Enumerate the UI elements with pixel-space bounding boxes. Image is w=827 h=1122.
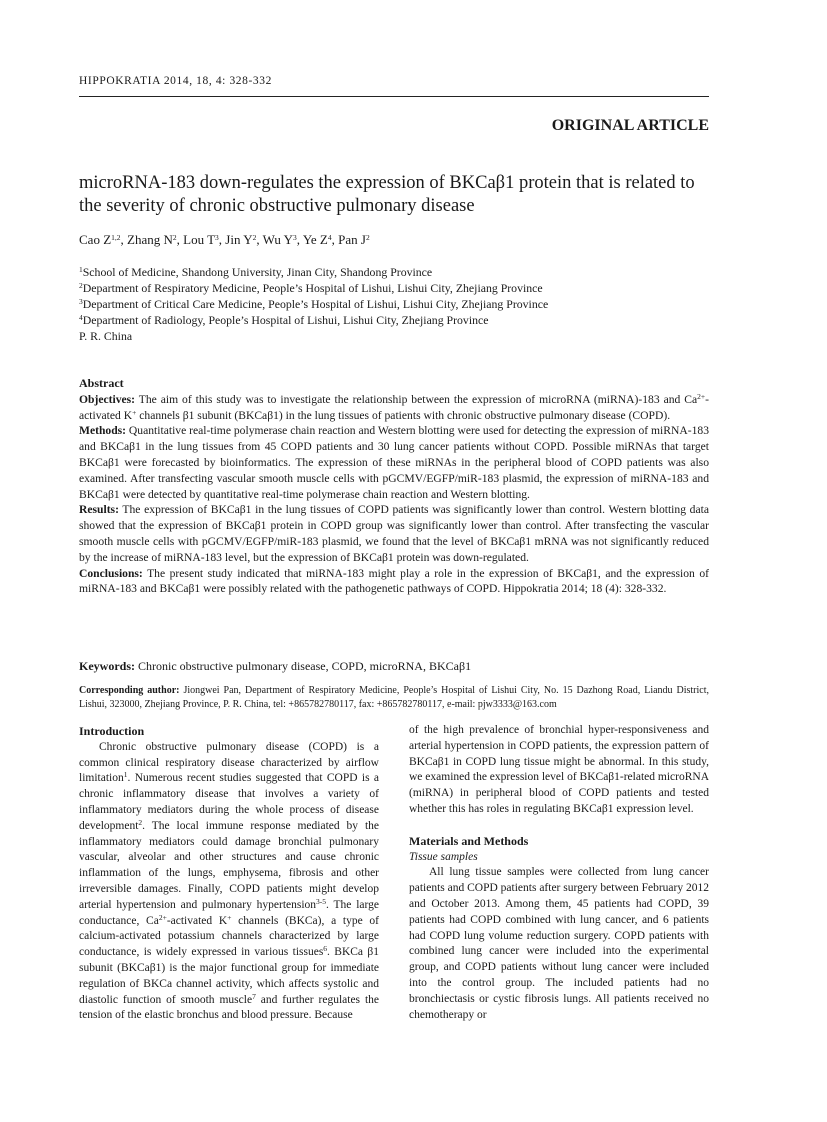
- author: Cao Z$^{1,2}$,: [79, 232, 128, 247]
- corresponding-author: Corresponding author: Jiongwei Pan, Department of Respiratory Medicine, People’s Hospital of Lishui City, No. 15 Dazhong Road, Liandu District, Lishui, 323000, Zhejiang Province, P. R. China, tel: +865782780117, fax: +865782780117, e-mail: pjw3333@163.com: [79, 685, 709, 710]
- keywords: Keywords: Chronic obstructive pulmonary disease, COPD, microRNA, BKCaβ1: [79, 659, 472, 673]
- introduction-paragraph-continued: of the high prevalence of bronchial hyper-responsiveness and arterial hypertension in COPD patients, the expression pattern of BKCaβ1 in COPD lung tissue might be abnormal. In this study, we examined the expression level of BKCaβ1-related microRNA (miRNA) in peripheral blood of COPD patients and tested whether this has roles in regulating BKCaβ1 expression level.: [409, 724, 709, 815]
- abstract-heading: Abstract: [79, 376, 124, 390]
- body-column-right: [409, 723, 709, 1023]
- subsection-heading-tissue-samples: Tissue samples: [409, 850, 478, 863]
- author: Pan $J^2$: [338, 232, 370, 247]
- methods-paragraph: All lung tissue samples were collected from lung cancer patients and COPD patients after surgery between February 2012 and October 2013. Among them, 45 patients had COPD, 39 patients had COPD combined with lung cancer, and 6 patients had COPD lung volume reduction surgery. COPD patients with combined lung cancer were included into the experimental group, and COPD patients without lung cancer were included into the control group. The included patients had no bronchiectasis or cystic fibrosis lungs. All patients received no chemotherapy or: [409, 866, 709, 1021]
- article-type: ORIGINAL ARTICLE: [551, 117, 709, 134]
- affiliation: P. R. China: [79, 329, 133, 343]
- section-spacer: [409, 818, 709, 834]
- section-heading-methods: Materials and Methods: [409, 833, 529, 848]
- author-list: [79, 232, 370, 248]
- author: Jin $Y^2$,: [225, 232, 263, 247]
- abstract-methods: Methods: Quantitative real-time polymerase chain reaction and Western blotting were used for detecting the expression of miRNA-183 and BKCaβ1 in the lung tissues from 45 COPD patients and 30 lung cancer patients without COPD. Possible miRNAs that target BKCaβ1 were forecasted by bioinformatics. The expression of these miRNAs in the peripheral blood of COPD patients was also examined. After transfecting vascular smooth muscle cells with pGCMV/EGFP/miR-183 plasmid, the expression of miRNA-183 and BKCaβ1 were detected by quantitative real-time polymerase chain reaction and Western blotting.: [79, 424, 709, 501]
- author: Zhang $N^2$,: [127, 232, 184, 247]
- affiliation: $^1$School of Medicine, Shandong University, Jinan City, Shandong Province: [79, 265, 433, 279]
- affiliation-list: [79, 264, 548, 344]
- author: Ye $Z^4$,: [302, 232, 339, 247]
- abstract-objectives: Objectives: The aim of this study was to investigate the relationship between the expression of microRNA (miRNA)-183 and $Ca^{2+}$-activated K+ channels β1 subunit (BKCaβ1) in the lung tissues of patients with chronic obstructive pulmonary disease (COPD).: [79, 391, 709, 422]
- affiliation: $^3$Department of Critical Care Medicine, People’s Hospital of Lishui, Lishui City, Zhejiang Province: [79, 297, 549, 311]
- introduction-paragraph: Chronic obstructive pulmonary disease (COPD) is a common clinical respiratory disease characterized by airflow limitation$^1$. Numerous recent studies suggested that COPD is a chronic inflammatory disease that involves a variety of inflammatory mediators during the whole process of disease development$^2$. The local immune response mediated by the inflammatory mediators could damage bronchial pulmonary vascular, alveolar and other structures and cause chronic inflammation of the lungs, emphysema, fibrosis and other irreversible damages. Finally, COPD patients might develop arterial hypertension and pulmonary hypertension$^{3-5}$. The large conductance, $Ca^{2+}$-activated K+ channels (BKCa), a type of calcium-activated potassium channels characterized by large conductance, is widely expressed in various tissues$^6$. BKCa β1 subunit (BKCaβ1) is the major functional group for immediate regulation of BKCa channel activity, which affects systolic and diastolic function of smooth muscle$^7$ and further regulates the tension of the elastic bronchus and blood pressure. Because: [79, 740, 380, 1022]
- affiliation: $^2$Department of Respiratory Medicine, People’s Hospital of Lishui, Lishui City, Zhejiang Province: [79, 281, 543, 295]
- abstract-results: Results: The expression of BKCaβ1 in the lung tissues of COPD patients was significantly lower than control. Western blotting data showed that the expression of BKCaβ1 protein in COPD group was significantly lower than control. After transfecting the vascular smooth muscle cells with pGCMV/EGFP/miR-183 plasmid, we found that the level of BKCaβ1 mRNA was not significantly reduced by the increase of miRNA-183 level, but the expression of BKCaβ1 protein was down-regulated.: [79, 503, 709, 564]
- body-column-left: [79, 724, 379, 1024]
- article-title: microRNA-183 down-regulates the expression of BKCaβ1 protein that is related to the severity of chronic obstructive pulmonary disease: [79, 173, 695, 216]
- section-heading-introduction: Introduction: [79, 724, 145, 738]
- author: Wu $Y^3$,: [262, 232, 303, 247]
- abstract-conclusions: Conclusions: The present study indicated that miRNA-183 might play a role in the expression of BKCaβ1, and the expression of miRNA-183 and BKCaβ1 were possibly related with the pathogenetic pathways of COPD. Hippokratia 2014; 18 (4): 328-332.: [79, 566, 709, 596]
- header-rule: [79, 96, 709, 97]
- abstract: [79, 376, 709, 597]
- author: Lou $T^3$,: [183, 232, 226, 247]
- affiliation: $^4$Department of Radiology, People’s Hospital of Lishui, Lishui City, Zhejiang Province: [79, 313, 489, 327]
- running-head: HIPPOKRATIA 2014, 18, 4: 328-332: [79, 75, 272, 87]
